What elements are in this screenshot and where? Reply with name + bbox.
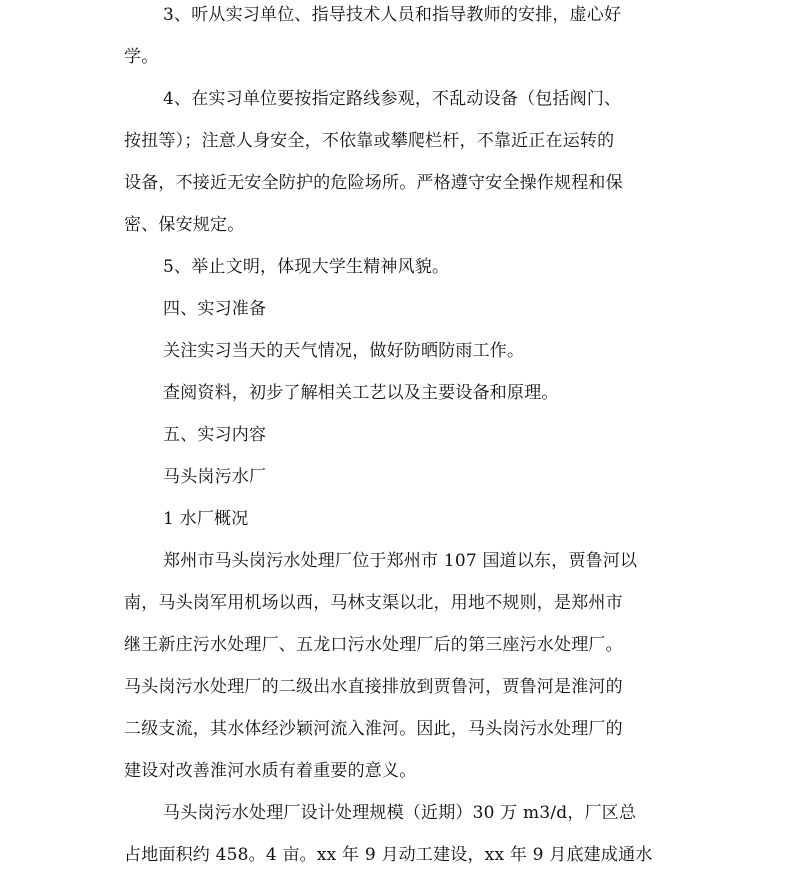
text-line: 3、听从实习单位、指导技术人员和指导教师的安排，虚心好 [163,5,622,25]
text-line: 继王新庄污水处理厂、五龙口污水处理厂后的第三座污水处理厂。 [124,635,623,655]
section-heading: 四、实习准备 [163,299,267,319]
text-line: 密、保安规定。 [124,215,245,235]
subsection-heading: 1 水厂概况 [163,509,249,529]
text-line: 二级支流，其水体经沙颖河流入淮河。因此，马头岗污水处理厂的 [124,719,623,739]
text-line: 马头岗污水处理厂的二级出水直接排放到贾鲁河，贾鲁河是淮河的 [124,677,623,697]
subsection-heading: 马头岗污水厂 [163,467,267,487]
text-line: 查阅资料，初步了解相关工艺以及主要设备和原理。 [163,383,559,403]
text-line: 建设对改善淮河水质有着重要的意义。 [124,761,417,781]
section-heading: 五、实习内容 [163,425,267,445]
text-line: 占地面积约 458。4 亩。xx 年 9 月动工建设，xx 年 9 月底建成通水 [124,845,653,865]
text-line: 5、举止文明，体现大学生精神风貌。 [163,257,450,277]
text-line: 马头岗污水处理厂设计处理规模（近期）30 万 m3/d，厂区总 [163,803,637,823]
text-line: 郑州市马头岗污水处理厂位于郑州市 107 国道以东，贾鲁河以 [163,551,638,571]
text-line: 关注实习当天的天气情况，做好防晒防雨工作。 [163,341,525,361]
text-line: 按扭等）；注意人身安全，不依靠或攀爬栏杆，不靠近正在运转的 [124,131,615,151]
text-line: 南，马头岗军用机场以西，马林支渠以北，用地不规则，是郑州市 [124,593,623,613]
text-line: 学。 [124,47,159,67]
text-line: 4、在实习单位要按指定路线参观，不乱动设备（包括阀门、 [163,89,622,109]
text-line: 设备，不接近无安全防护的危险场所。严格遵守安全操作规程和保 [124,173,623,193]
